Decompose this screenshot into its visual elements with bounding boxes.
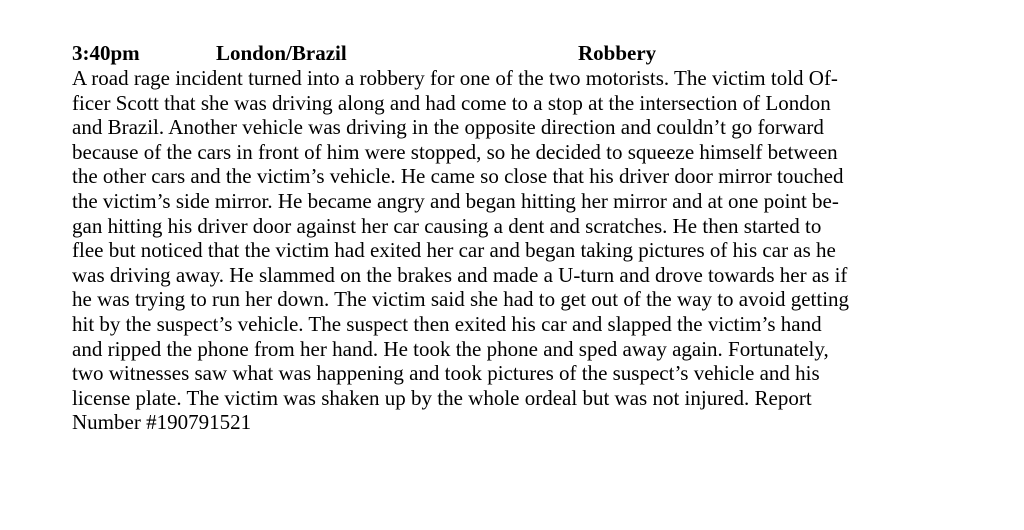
body-line: ficer Scott that she was driving along and had come to a stop at the intersection of London: [72, 90, 831, 115]
body-line: A road rage incident turned into a robbery for one of the two motorists. The victim told Of-: [72, 66, 838, 90]
body-line: and ripped the phone from her hand. He took the phone and sped away again. Fortunately,: [72, 336, 829, 361]
police-log-entry: [72, 40, 972, 435]
body-line: two witnesses saw what was happening and took pictures of the suspect’s vehicle and his: [72, 361, 820, 386]
body-line: license plate. The victim was shaken up by the whole ordeal but was not injured. Report: [72, 385, 812, 410]
body-line: the other cars and the victim’s vehicle. He came so close that his driver door mirror touched: [72, 164, 844, 189]
body-line: flee but noticed that the victim had exited her car and began taking pictures of his car as he: [72, 238, 836, 263]
body-line: because of the cars in front of him were stopped, so he decided to squeeze himself between: [72, 139, 838, 164]
body-line: was driving away. He slammed on the brakes and made a U-turn and drove towards her as if: [72, 262, 848, 287]
entry-body: [72, 66, 972, 435]
body-line: the victim’s side mirror. He became angry and began hitting her mirror and at one point be-: [72, 188, 839, 213]
entry-time: 3:40pm: [72, 41, 140, 65]
entry-incident-type: Robbery: [578, 41, 657, 65]
body-line: he was trying to run her down. The victim said she had to get out of the way to avoid getting: [72, 287, 850, 312]
entry-header: [72, 40, 972, 66]
body-line: hit by the suspect’s vehicle. The suspect then exited his car and slapped the victim’s hand: [72, 311, 822, 336]
body-line: Number #190791521: [72, 410, 252, 435]
body-line: gan hitting his driver door against her car causing a dent and scratches. He then started to: [72, 213, 822, 238]
entry-location: London/Brazil: [216, 41, 347, 65]
body-line: and Brazil. Another vehicle was driving in the opposite direction and couldn’t go forward: [72, 115, 824, 140]
